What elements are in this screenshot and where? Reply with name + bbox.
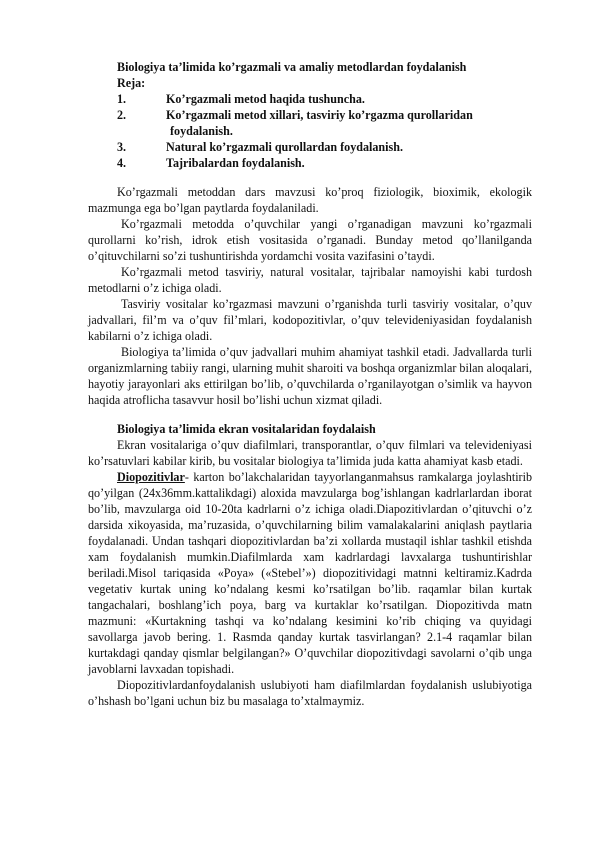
plan-item (88, 107, 532, 123)
document-body (88, 59, 532, 709)
term-diopozitivlar: Diopozitivlar (117, 470, 185, 484)
plan-item (88, 155, 532, 171)
plan-item-continuation: foydalanish. (170, 124, 233, 138)
plan-item (88, 91, 532, 107)
section-heading: Biologiya ta’limida ekran vositalaridan foydalaish (117, 422, 376, 436)
plan-item-text: Tajribalardan foydalanish. (166, 156, 305, 170)
spacer (88, 171, 532, 184)
paragraph: Tasviriy vositalar ko’rgazmasi mavzuni o’rganishda turli tasviriy vositalar, o’quv jadvallari, fil’m va o’quv fil’mlari, kodopozitivlar, o’quv televideniyasidan foydalanish kabilarni o’z ichiga oladi. (88, 297, 532, 343)
paragraph: Ko’rgazmali metoddan dars mavzusi ko’proq fiziologik, bioximik, ekologik mazmunga ega bo’lgan paytlarda foydalaniladi. (88, 185, 532, 215)
plan-item (88, 139, 532, 155)
plan-item-text: Ko’rgazmali metod xillari, tasviriy ko’rgazma qurollaridan (166, 108, 473, 122)
paragraph (88, 469, 532, 677)
plan-item-number: 3. (117, 140, 127, 154)
plan-label: Reja: (117, 76, 146, 90)
plan-item-text: Natural ko’rgazmali qurollardan foydalanish. (166, 140, 403, 154)
plan-item-number: 2. (117, 108, 127, 122)
plan-item-text: Ko’rgazmali metod haqida tushuncha. (166, 92, 365, 106)
paragraph: Biologiya ta’limida o’quv jadvallari muhim ahamiyat tashkil etadi. Jadvallarda turli organizmlarning tabiiy rangi, ularning muhit sharoiti va boshqa organizmlar bilan aloqalari, hayotiy jarayonlari aks ettirilgan bo’lib, o’quvchilarda o’rganilayotgan o’simlik va hayvon haqida atroflicha tasavvur hosil bo’lishi uchun xizmat qiladi. (88, 345, 532, 407)
spacer (88, 408, 532, 421)
paragraph: Ekran vositalariga o’quv diafilmlari, transporantlar, o’quv filmlari va televideniyasi ko’rsatuvlari kabilar kirib, bu vositalar biologiya ta’limida juda katta ahamiyat kasb etadi. (88, 438, 532, 468)
plan-item-number: 4. (117, 156, 127, 170)
plan-item-number: 1. (117, 92, 127, 106)
document-title: Biologiya ta’limida ko’rgazmali va amaliy metodlardan foydalanish (117, 60, 467, 74)
paragraph: Diopozitivlardanfoydalanish uslubiyoti ham diafilmlardan foydalanish uslubiyotiga o’hshash bo’lgani uchun biz bu masalaga to’xtalmaymiz. (88, 678, 532, 708)
paragraph: Ko’rgazmali metod tasviriy, natural vositalar, tajribalar namoyishi kabi turdosh metodlarni o’z ichiga oladi. (88, 265, 532, 295)
paragraph-text: - karton bo’lakchalaridan tayyorlanganmahsus ramkalarga joylashtirib qo’yilgan (24x36mm.kattalikdagi) aloxida mavzularga bog’ishlangan kadrlarlardan iborat bo’lib, mavzularga oid 10-20ta kadrlarni o’z ichiga oladi.Diapozitivlardan o’qituvchi o’z darsida xikoyasida, ma’ruzasida, o’quvchilarning bilim vamalakalarini aniqlash paytlaria foydalanadi. Undan tashqari diopozitivlardan ba’zi xollarda mustaqil ishlar tashkil etishda xam foydalanish mumkin.Diafilmlarda xam kadrlardagi lavxalarga tushuntirishlar beriladi.Misol tariqasida «Poya» («Stebel’») diopozitividagi matnni keltiramiz.Kadrda vegetativ kurtak uning ko’ndalang kesmi ko’rsatilgan bo’lib. raqamlar bilan kurtak tangachalari, boshlang’ich poya, barg va kurtaklar ko’rsatilgan. Diopozitivda matn mazmuni: «Kurtakning tashqi va ko’ndalang kesimini ko’rib chiqing va quyidagi savollarga javob bering. 1. Rasmda qanday kurtak tasvirlangan? 2.1-4 raqamlar bilan kurtakdagi qanday qismlar belgilangan?» O’quvchilar diopozitivdagi savolarni o’qib unga javoblarni lavxadan topishadi. (88, 470, 532, 676)
paragraph: Ko’rgazmali metodda o’quvchilar yangi o’rganadigan mavzuni ko’rgazmali qurollarni ko’rish, idrok etish vositasida o’rganadi. Bunday metod qo’llanilganda o’qituvchilarni so’zi tushuntirishda yordamchi vosita vazifasini o’taydi. (88, 217, 532, 263)
